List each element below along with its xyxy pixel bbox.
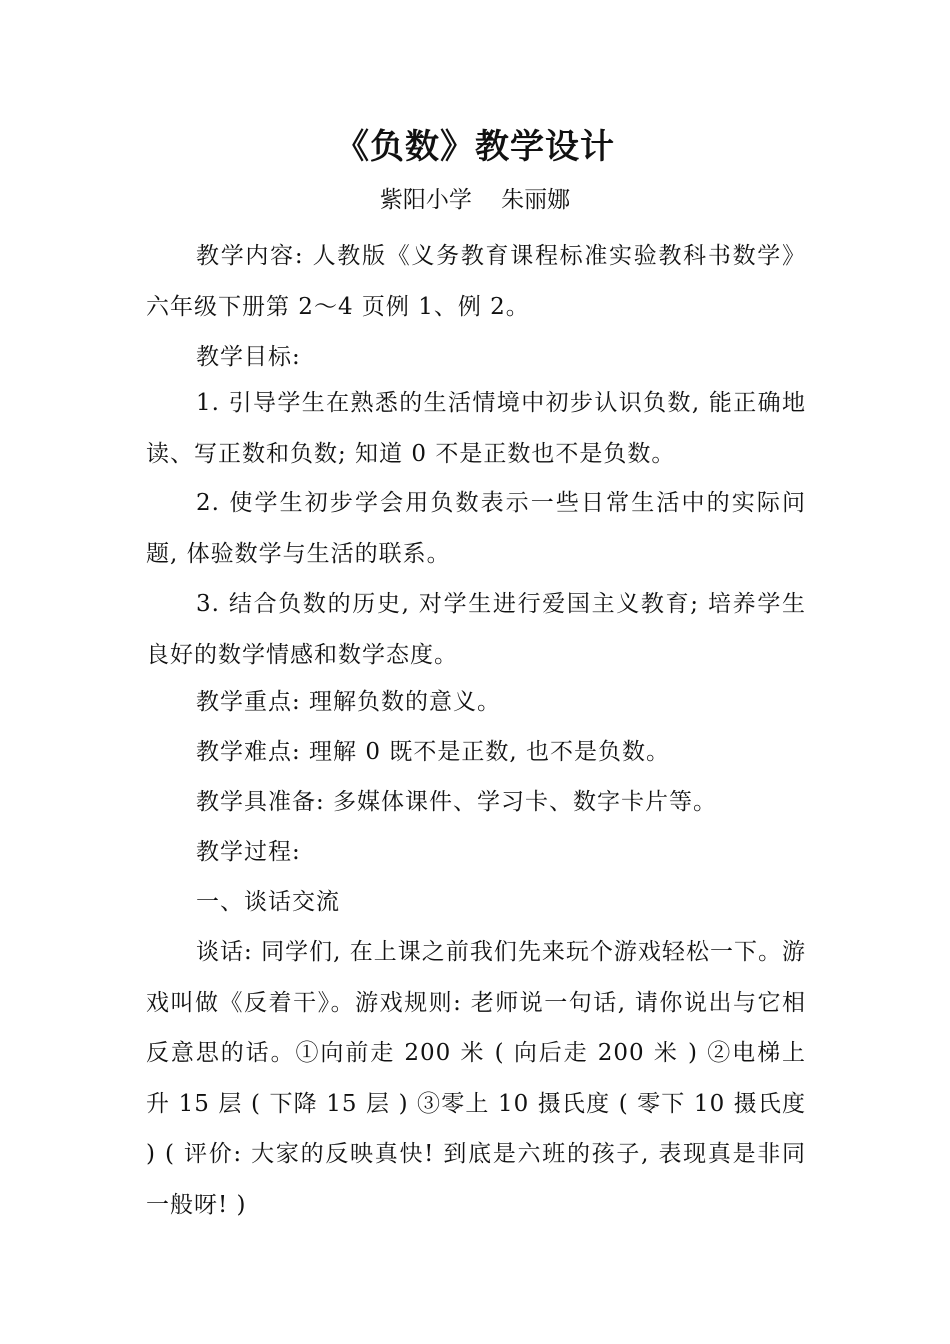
paragraph-process-heading: 教学过程: (196, 839, 301, 865)
paragraph-objectives-heading: 教学目标: (196, 344, 301, 370)
paragraph-objective-1: 1. 引导学生在熟悉的生活情境中初步认识负数, 能正确地读、写正数和负数; 知道 0 不是正数也不是负数。 (146, 390, 806, 467)
paragraph-materials: 教学具准备: 多媒体课件、学习卡、数字卡片等。 (196, 789, 718, 815)
paragraph-conversation: 谈话: 同学们, 在上课之前我们先来玩个游戏轻松一下。游戏叫做《反着干》。游戏规则: 老师说一句话, 请你说出与它相反意思的话。①向前走 200 米 ( 向后走 200 米 ) ②电梯上升 15 层 ( 下降 15 层 ) ③零上 10 摄氏度 ( 零下 10 摄氏度 ) ( 评价: 大家的反映真快! 到底是六班的孩子, 表现真是非同一般呀! ) (146, 939, 806, 1218)
paragraph-section-1-heading: 一、谈话交流 (196, 889, 340, 915)
author-line: 紫阳小学 朱丽娜 (379, 187, 571, 213)
paragraph-objective-3: 3. 结合负数的历史, 对学生进行爱国主义教育; 培养学生良好的数学情感和数学态度。 (146, 591, 806, 668)
paragraph-key-point: 教学重点: 理解负数的意义。 (196, 689, 502, 715)
paragraph-objective-2: 2. 使学生初步学会用负数表示一些日常生活中的实际问题, 体验数学与生活的联系。 (146, 490, 806, 567)
document-title: 《负数》教学设计 (335, 127, 615, 167)
paragraph-difficult-point: 教学难点: 理解 0 既不是正数, 也不是负数。 (196, 739, 670, 765)
paragraph-teaching-content: 教学内容: 人教版《义务教育课程标准实验教科书数学》六年级下册第 2～4 页例 1、例 2。 (146, 243, 806, 320)
